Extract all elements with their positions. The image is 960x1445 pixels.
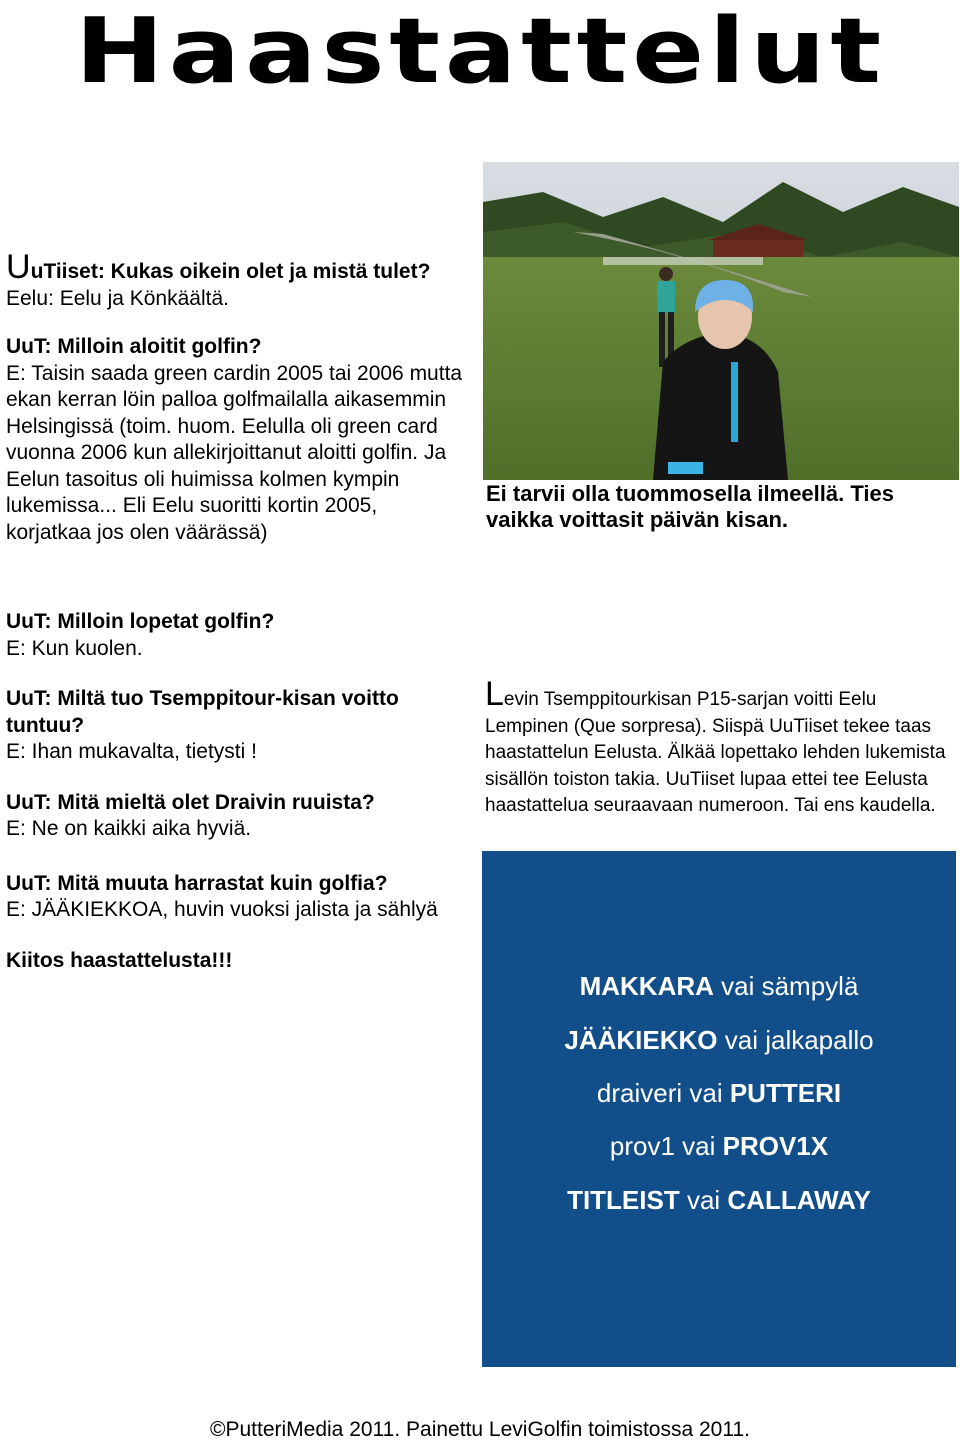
question: UuT: Milloin lopetat golfin? bbox=[6, 610, 275, 633]
interview-column-lower bbox=[6, 609, 468, 974]
question: UuT: Mitä muuta harrastat kuin golfia? bbox=[6, 871, 388, 895]
intro-question-text: uTiiset: Kukas oikein olet ja mistä tulet? bbox=[30, 260, 431, 283]
answer: E: Ne on kaikki aika hyviä. bbox=[6, 817, 252, 840]
choice-b: CALLAWAY bbox=[727, 1185, 871, 1215]
thanks-text: Kiitos haastattelusta!!! bbox=[6, 948, 233, 972]
photo-illustration bbox=[483, 162, 959, 480]
answer: E: Ihan mukavalta, tietysti ! bbox=[6, 740, 257, 763]
choice-line bbox=[482, 1185, 956, 1216]
choice-b: PUTTERI bbox=[729, 1078, 842, 1108]
question: UuT: Miltä tuo Tsemppitour-kisan voitto tuntuu? bbox=[6, 687, 399, 737]
choice-a: prov1 bbox=[609, 1131, 675, 1161]
choice-line bbox=[482, 971, 956, 1002]
choice-b: sämpylä bbox=[761, 971, 859, 1001]
question: UuT: Mitä mieltä olet Draivin ruuista? bbox=[6, 790, 375, 814]
choice-b: jalkapallo bbox=[765, 1025, 874, 1055]
choice-a: TITLEIST bbox=[567, 1185, 680, 1215]
intro-answer: Eelu: Eelu ja Könkäältä. bbox=[6, 286, 229, 310]
this-or-that-box bbox=[482, 851, 956, 1367]
choice-separator: vai bbox=[674, 1131, 723, 1161]
golfer-photo bbox=[483, 162, 959, 480]
drop-cap: L bbox=[485, 675, 504, 713]
choice-separator: vai bbox=[713, 971, 762, 1001]
intro-question bbox=[6, 248, 431, 286]
article-paragraph bbox=[485, 675, 955, 820]
choice-a: MAKKARA bbox=[579, 971, 714, 1001]
footer-copyright: ©PutteriMedia 2011. Painettu LeviGolfin toimistossa 2011. bbox=[210, 1418, 750, 1441]
qa-item bbox=[6, 334, 468, 546]
answer: E: JÄÄKIEKKOA, huvin vuoksi jalista ja sählyä bbox=[6, 898, 438, 921]
choice-a: JÄÄKIEKKO bbox=[564, 1025, 718, 1055]
choice-b: PROV1X bbox=[722, 1131, 829, 1161]
choice-line bbox=[482, 1078, 956, 1109]
interview-intro bbox=[6, 248, 468, 312]
qa-item bbox=[6, 609, 468, 662]
question: UuT: Milloin aloitit golfin? bbox=[6, 335, 262, 358]
drop-cap: U bbox=[6, 248, 31, 286]
choice-a: draiveri bbox=[596, 1078, 683, 1108]
choice-line bbox=[482, 1131, 956, 1162]
answer: E: Taisin saada green cardin 2005 tai 2006 mutta ekan kerran löin palloa golfmailalla aikasemmin Helsingissä (toim. huom. Eelulla oli green card vuonna 2006 kun allekirjoittanut aloitti golfin. Ja Eelun tasoitus oli huimissa kolmen kympin lukemissa... Eli Eelu suoritti kortin 2005, korjatkaa jos olen väärässä) bbox=[6, 361, 463, 544]
choice-separator: vai bbox=[679, 1185, 728, 1215]
page-title: Haastattelut bbox=[75, 0, 886, 104]
qa-item bbox=[6, 790, 468, 843]
qa-item bbox=[6, 686, 468, 766]
choice-line bbox=[482, 1025, 956, 1056]
choice-separator: vai bbox=[717, 1025, 766, 1055]
article-text: evin Tsemppitourkisan P15-sarjan voitti Eelu Lempinen (Que sorpresa). Siispä UuTiiset tekee taas haastattelun Eelusta. Älkää lopettako lehden lukemista sisällön toiston takia. UuTiiset lupaa ettei tee Eelusta haastattelua seuraavaan numeroon. Tai ens kaudella. bbox=[485, 689, 946, 816]
choice-separator: vai bbox=[682, 1078, 730, 1108]
answer: E: Kun kuolen. bbox=[6, 636, 143, 660]
qa-item bbox=[6, 871, 468, 924]
photo-caption: Ei tarvii olla tuommosella ilmeellä. Ties vaikka voittasit päivän kisan. bbox=[486, 481, 894, 532]
interview-column bbox=[6, 248, 468, 568]
